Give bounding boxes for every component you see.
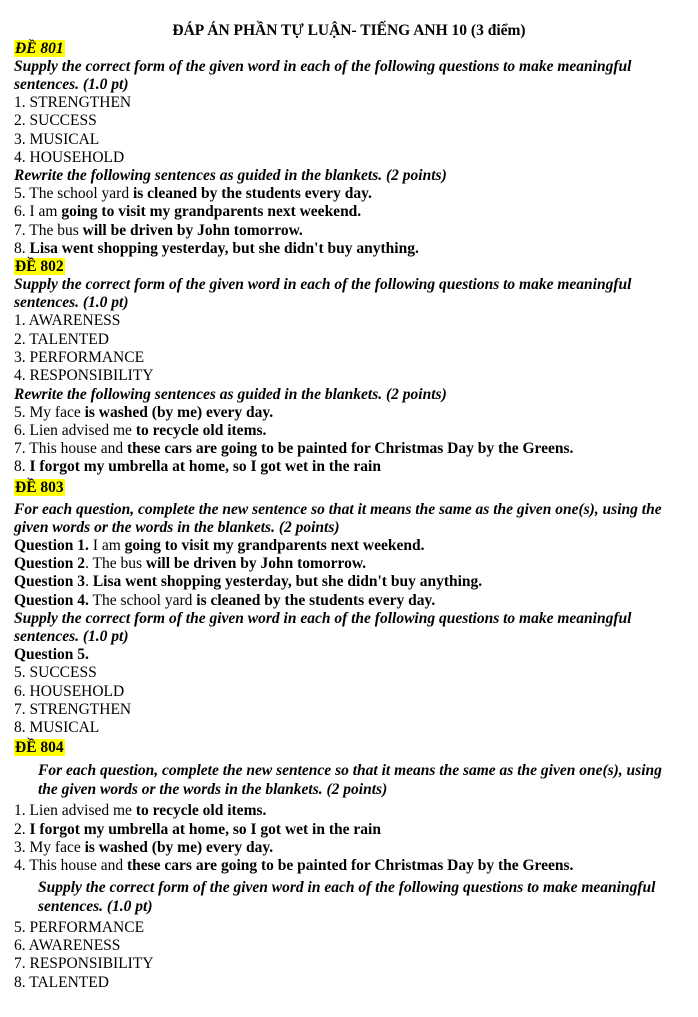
answer-line [14, 974, 684, 992]
item-number: 5. [14, 918, 30, 936]
question-number: Question 2 [14, 555, 86, 573]
item-number: 2. [14, 330, 30, 348]
answer-bold-text: these cars are going to be painted for Christmas Day by the Greens. [126, 440, 574, 458]
item-number: 7. [14, 440, 30, 458]
answer-line [14, 458, 684, 476]
item-number: 3. [14, 130, 30, 148]
exam-code-row [14, 739, 684, 757]
question-number: Question 5. [14, 645, 89, 663]
answer-text: . [85, 573, 93, 591]
answer-text: TALENTED [29, 330, 109, 348]
answer-text: HOUSEHOLD [29, 148, 125, 166]
instruction-text: For each question, complete the new sentence so that it means the same as the given one(s), using the given words or the words in the blankets. (2 points) [14, 500, 662, 536]
answer-text: . The bus [85, 555, 146, 573]
item-number: 4. [14, 367, 30, 385]
answer-text: I am [88, 536, 125, 554]
exam-section [14, 40, 684, 258]
answer-line [14, 404, 684, 422]
answer-line [14, 367, 684, 385]
answer-text: HOUSEHOLD [29, 682, 125, 700]
exam-code-row [14, 40, 684, 58]
answer-text: The bus [29, 221, 83, 239]
instruction-text: For each question, complete the new sentence so that it means the same as the given one(s), using the given words or the words in the blankets. (2 points) [38, 762, 662, 799]
answer-line [14, 919, 684, 937]
answer-line [14, 94, 684, 112]
exam-section [14, 258, 684, 476]
answer-text: STRENGTHEN [29, 94, 132, 111]
item-number: 3. [14, 839, 30, 857]
item-number: 1. [14, 802, 30, 820]
item-number: 6. [14, 682, 30, 700]
answer-text: This house and [29, 857, 127, 875]
answer-text: STRENGTHEN [29, 700, 132, 718]
answer-line [14, 331, 684, 349]
answer-line [14, 573, 684, 591]
answer-bold-text: to recycle old items. [135, 802, 267, 820]
answer-line [14, 839, 684, 857]
answer-bold-text: is washed (by me) every day. [84, 403, 274, 421]
exam-code-row [14, 479, 684, 497]
answer-bold-text: these cars are going to be painted for Christmas Day by the Greens. [126, 857, 574, 875]
item-number: 5. [14, 403, 30, 421]
exam-code-label: ĐỀ 802 [15, 258, 64, 276]
answer-line [14, 955, 684, 973]
instruction-text: Supply the correct form of the given word in each of the following questions to make meaningful sentences. (1.0 pt) [14, 58, 632, 93]
answer-line [14, 664, 684, 682]
answer-text: The school yard [88, 591, 197, 609]
answer-line [14, 937, 684, 955]
item-number: 8. [14, 719, 30, 737]
answer-text: PERFORMANCE [29, 918, 145, 936]
question-number: Question 4. [14, 591, 89, 609]
answer-line [14, 112, 684, 130]
answer-line [14, 719, 684, 737]
item-number: 7. [14, 955, 30, 973]
answer-line [14, 312, 684, 330]
answer-text: Lien advised me [29, 421, 136, 439]
item-number: 6. [14, 203, 30, 221]
answer-bold-text: I forgot my umbrella at home, so I got wet in the rain [29, 820, 381, 838]
exam-section [14, 479, 684, 738]
answer-text: RESPONSIBILITY [29, 955, 154, 973]
item-number: 5. [14, 185, 30, 203]
item-number: 7. [14, 700, 30, 718]
instruction-text: Supply the correct form of the given word in each of the following questions to make meaningful sentences. (1.0 pt) [14, 609, 632, 645]
answer-line [14, 222, 684, 240]
answer-bold-text: Lisa went shopping yesterday, but she didn't buy anything. [92, 573, 483, 591]
instruction-text: Supply the correct form of the given word in each of the following questions to make meaningful sentences. (1.0 pt) [38, 878, 656, 915]
answer-bold-text: I forgot my umbrella at home, so I got wet in the rain [29, 458, 381, 476]
answer-line [14, 555, 684, 573]
answer-line [14, 857, 684, 875]
answer-bold-text: going to visit my grandparents next weekend. [61, 203, 362, 221]
item-number: 4. [14, 148, 30, 166]
answer-text: My face [29, 839, 85, 857]
answer-text: MUSICAL [29, 719, 100, 737]
answer-text: Lien advised me [29, 802, 136, 820]
instruction-text: Rewrite the following sentences as guided in the blankets. (2 points) [14, 385, 447, 403]
answer-line [14, 683, 684, 701]
exam-code-label: ĐỀ 801 [15, 40, 64, 57]
item-number: 4. [14, 857, 30, 875]
item-number: 1. [14, 94, 30, 111]
answer-text: TALENTED [29, 973, 109, 991]
instruction-text: Rewrite the following sentences as guided in the blankets. (2 points) [14, 167, 447, 185]
item-number: 3. [14, 348, 30, 366]
item-number: 5. [14, 664, 30, 682]
document-title: ĐÁP ÁN PHẦN TỰ LUẬN- TIẾNG ANH 10 (3 điểm) [172, 22, 526, 39]
sections-container [14, 40, 684, 992]
answer-text: AWARENESS [28, 312, 121, 330]
answer-line [14, 802, 684, 820]
answer-bold-text: to recycle old items. [135, 421, 267, 439]
question-number: Question 1. [14, 536, 89, 554]
answer-bold-text: is cleaned by the students every day. [132, 185, 372, 203]
answer-bold-text: is washed (by me) every day. [84, 839, 274, 857]
answer-line [14, 349, 684, 367]
exam-code-row [14, 258, 684, 276]
answer-line [14, 149, 684, 167]
answer-line [14, 422, 684, 440]
exam-section [14, 739, 684, 991]
answer-text: RESPONSIBILITY [29, 367, 154, 385]
item-number: 8. [14, 973, 30, 991]
answer-line [14, 701, 684, 719]
item-number: 8. [14, 240, 30, 258]
exam-code-label: ĐỀ 803 [15, 478, 64, 496]
answer-line [14, 592, 684, 610]
answer-text: I am [29, 203, 62, 221]
item-number: 6. [14, 421, 30, 439]
item-number: 2. [14, 112, 30, 130]
answer-bold-text: going to visit my grandparents next weekend. [124, 536, 425, 554]
answer-text: MUSICAL [29, 130, 100, 148]
item-number: 1. [14, 312, 29, 330]
instruction-text: Supply the correct form of the given word in each of the following questions to make meaningful sentences. (1.0 pt) [14, 276, 632, 312]
answer-line [14, 131, 684, 149]
answer-text: PERFORMANCE [29, 348, 145, 366]
answer-text: My face [29, 403, 85, 421]
answer-line [14, 185, 684, 203]
answer-text: AWARENESS [28, 936, 121, 954]
answer-line [14, 440, 684, 458]
answer-line [14, 646, 684, 664]
exam-code-label: ĐỀ 804 [15, 739, 64, 757]
answer-line [14, 821, 684, 839]
answer-text: This house and [29, 440, 127, 458]
answer-bold-text: is cleaned by the students every day. [196, 591, 436, 609]
item-number: 2. [14, 820, 30, 838]
answer-line [14, 203, 684, 221]
item-number: 8. [14, 458, 30, 476]
answer-text: The school yard [29, 185, 133, 203]
answer-text: SUCCESS [29, 112, 97, 130]
question-number: Question 3 [14, 573, 86, 591]
answer-bold-text: will be driven by John tomorrow. [145, 555, 367, 573]
answer-bold-text: will be driven by John tomorrow. [82, 221, 303, 239]
item-number: 7. [14, 221, 30, 239]
answer-text: SUCCESS [29, 664, 97, 682]
item-number: 6. [14, 936, 29, 954]
answer-bold-text: Lisa went shopping yesterday, but she didn't buy anything. [29, 240, 419, 258]
answer-line [14, 537, 684, 555]
answer-line [14, 240, 684, 258]
